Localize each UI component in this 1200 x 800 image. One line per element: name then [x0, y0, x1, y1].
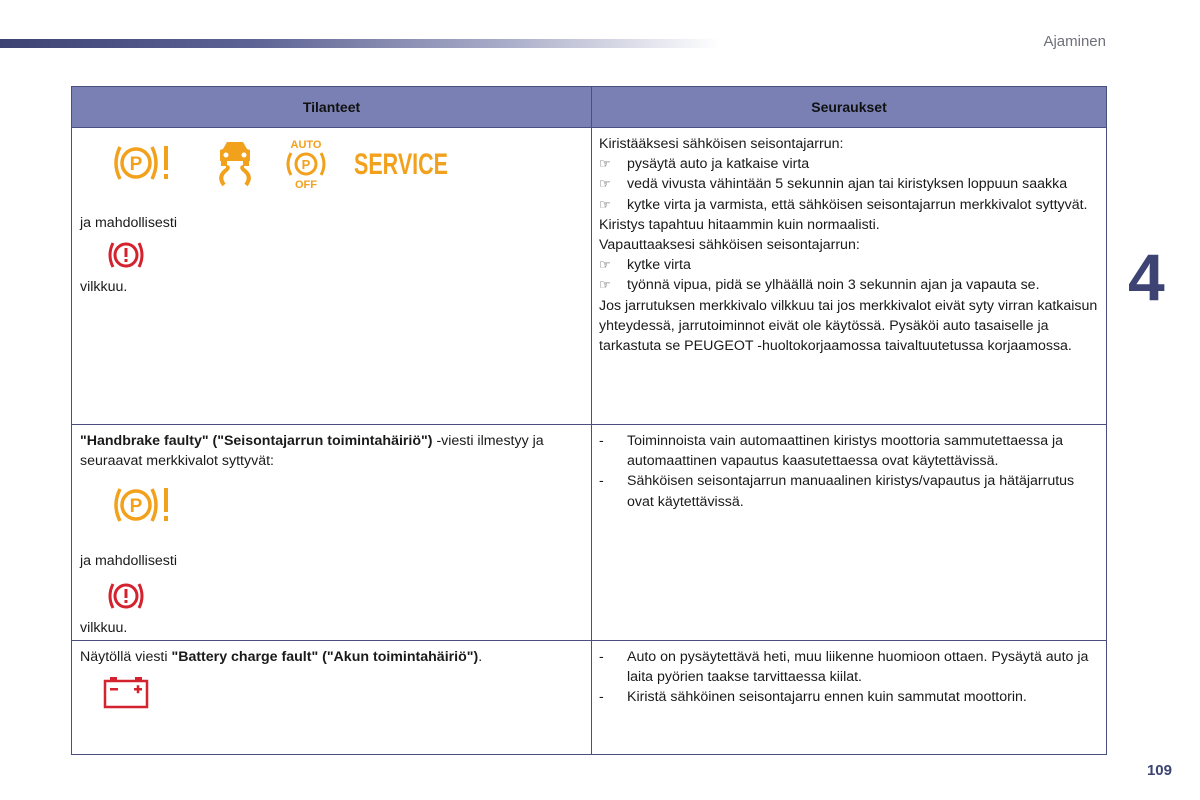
list-item: ☞ kytke virta ja varmista, että sähköisen seisontajarrun merkkivalot syttyvät.: [599, 195, 1098, 215]
list-item: - Sähköisen seisontajarrun manuaalinen kiristys/vapautus ja hätäjarrutus ovat käytettävissä.: [599, 473, 1075, 510]
section-title: Ajaminen: [1043, 33, 1106, 50]
header-gradient-bar: [0, 39, 720, 48]
svg-text:P: P: [129, 496, 143, 518]
list-item: ☞ kytke virta: [599, 255, 1098, 275]
battery-message: Näytöllä viesti "Battery charge fault" ("Akun toimintahäiriö").: [80, 649, 483, 665]
service-warning-icon: [354, 146, 450, 186]
situation-cell: [72, 641, 592, 755]
chapter-number: 4: [1128, 240, 1165, 314]
column-header-consequences: Seuraukset: [592, 87, 1107, 128]
release-intro: Vapauttaaksesi sähköisen seisontajarrun:: [599, 237, 860, 254]
list-item: - Auto on pysäytettävä heti, muu liikenne huomioon ottaen. Pysäytä auto ja laita pyörien taakse tarvittaessa kiilat.: [599, 649, 1089, 686]
and-possibly-text: ja mahdollisesti: [80, 215, 177, 231]
svg-text:P: P: [129, 154, 143, 176]
apply-intro: Kiristääksesi sähköisen seisontajarrun:: [599, 136, 844, 152]
note-text: Kiristys tapahtuu hitaammin kuin normaalisti.: [599, 216, 880, 233]
list-item: - Toiminnoista vain automaattinen kiristys moottoria sammutettaessa ja automaattinen vapautus kaasutettaessa ovat käytettävissä.: [599, 433, 1064, 470]
list-item: ☞ työnnä vipua, pidä se ylhäällä noin 3 sekunnin ajan ja vapauta se.: [599, 275, 1098, 295]
brake-warning-red-icon: [106, 580, 583, 616]
consequence-cell: [592, 425, 1107, 641]
consequence-cell: [592, 641, 1107, 755]
table-header-row: [72, 87, 1107, 128]
svg-text:SERVICE: SERVICE: [354, 148, 448, 182]
consequence-cell: [592, 128, 1107, 425]
brake-warning-red-icon: [106, 239, 583, 275]
and-possibly-text: ja mahdollisesti: [80, 553, 177, 570]
parking-brake-fault-amber-icon: [110, 141, 172, 191]
list-item: ☞ pysäytä auto ja katkaise virta: [599, 154, 1098, 174]
hand-pointer-icon: ☞: [599, 257, 611, 273]
blinking-text: vilkkuu.: [80, 279, 128, 296]
handbrake-message: "Handbrake faulty" ("Seisontajarrun toimintahäiriö") -viesti ilmestyy ja seuraavat merkkivalot syttyvät:: [80, 433, 544, 470]
list-item: ☞ vedä vivusta vähintään 5 sekunnin ajan tai kiristyksen loppuun saakka: [599, 174, 1098, 194]
closing-paragraph: Jos jarrutuksen merkkivalo vilkkuu tai jos merkkivalot eivät syty virran katkaisun yhteydessä, jarrutoiminnot eivät ole käytössä. Pysäköi auto tasaiselle ja tarkastuta se PEUGEOT -huoltokorjaamossa taivaltuutetussa korjaamossa.: [599, 297, 1098, 355]
situation-cell: [72, 425, 592, 641]
parking-brake-fault-amber-icon: [110, 483, 583, 533]
auto-park-off-icon: [284, 137, 328, 195]
table-row: [72, 128, 1107, 425]
svg-text:OFF: OFF: [295, 179, 317, 192]
table-row: [72, 641, 1107, 755]
battery-warning-icon: [102, 675, 583, 715]
svg-text:P: P: [301, 157, 311, 173]
table-row: [72, 425, 1107, 641]
situation-cell: [72, 128, 592, 425]
hand-pointer-icon: ☞: [599, 196, 611, 212]
column-header-situations: Tilanteet: [72, 87, 592, 128]
list-item: - Kiristä sähköinen seisontajarru ennen kuin sammutat moottorin.: [599, 689, 1027, 706]
traction-control-icon: [214, 139, 256, 193]
hand-pointer-icon: ☞: [599, 156, 611, 172]
warning-table: [71, 86, 1107, 755]
page-number: 109: [1146, 762, 1172, 779]
hand-pointer-icon: ☞: [599, 176, 611, 192]
hand-pointer-icon: ☞: [599, 277, 611, 293]
svg-text:AUTO: AUTO: [290, 139, 322, 152]
blinking-text: vilkkuu.: [80, 619, 128, 636]
